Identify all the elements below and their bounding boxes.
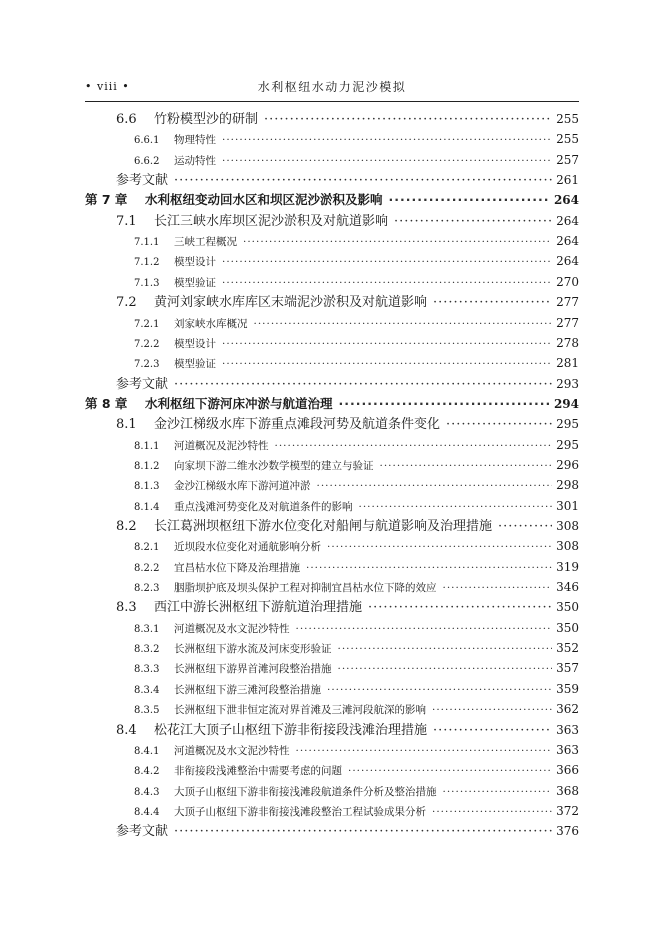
toc-number: 7.2.2 <box>134 338 160 350</box>
toc-entry-subsection[interactable] <box>134 536 579 556</box>
toc-page-number: 296 <box>556 457 579 472</box>
toc-title: 河道概况及泥沙特性 <box>174 439 269 452</box>
toc-title: 水利枢纽变动回水区和坝区泥沙淤积及影响 <box>145 192 383 208</box>
toc-page-number: 350 <box>556 600 579 615</box>
toc-leader-dots <box>338 639 553 659</box>
toc-title: 长洲枢纽下游水流及河床变形验证 <box>174 643 332 656</box>
toc-number: 8.2.2 <box>134 562 160 574</box>
toc-entry-section[interactable] <box>116 597 579 617</box>
toc-entry-subsection[interactable] <box>134 638 579 658</box>
toc-page-number: 346 <box>556 580 579 595</box>
toc-entry-chapter[interactable] <box>85 394 579 414</box>
toc-entry-subsection[interactable] <box>134 658 579 678</box>
toc-title: 长江葛洲坝枢纽下游水位变化对船闸与航道影响及治理措施 <box>154 519 493 534</box>
toc-number: 8.4.1 <box>134 745 160 757</box>
toc-number: 7.1.3 <box>134 277 160 289</box>
toc-leader-dots <box>389 190 550 210</box>
toc-leader-dots <box>243 232 552 252</box>
toc-entry-refs[interactable] <box>116 170 579 190</box>
toc-page-number: 255 <box>556 112 579 126</box>
toc-number: 第 8 章 <box>85 395 128 411</box>
toc-entry-section[interactable] <box>116 516 579 536</box>
toc-title: 西江中游长洲枢纽下游航道治理措施 <box>154 600 363 616</box>
toc-leader-dots <box>327 680 552 700</box>
toc-entry-refs[interactable] <box>116 821 579 841</box>
toc-number: 6.6.2 <box>134 155 160 167</box>
toc-page-number: 295 <box>556 437 579 452</box>
toc-page-number: 261 <box>556 173 579 188</box>
toc-title: 河道概况及水文泥沙特性 <box>174 744 290 757</box>
toc-number: 8.3.3 <box>134 664 160 676</box>
toc-title: 金沙江梯级水库下游河道冲淤 <box>174 480 311 493</box>
toc-entry-section[interactable] <box>116 414 579 434</box>
toc-leader-dots <box>394 212 552 232</box>
toc-leader-dots <box>222 151 552 171</box>
toc-number: 8.3.2 <box>134 644 160 656</box>
toc-leader-dots <box>433 721 552 741</box>
toc-title: 参考文献 <box>116 824 169 840</box>
toc-entry-subsection[interactable] <box>134 313 579 333</box>
toc-number: 8.1.3 <box>134 481 160 493</box>
toc-title: 模型验证 <box>174 276 216 289</box>
toc-page-number: 277 <box>556 315 579 330</box>
toc-entry-subsection[interactable] <box>134 435 579 455</box>
toc-leader-dots <box>174 171 552 191</box>
toc-page-number: 298 <box>556 478 579 493</box>
toc-entry-subsection[interactable] <box>134 577 579 597</box>
toc-number: 第 7 章 <box>85 192 128 208</box>
toc-page-number: 301 <box>556 498 579 513</box>
toc-leader-dots <box>380 456 553 476</box>
toc-number: 8.1 <box>116 417 137 433</box>
toc-number: 6.6 <box>116 112 137 127</box>
toc-entry-subsection[interactable] <box>134 760 579 780</box>
toc-leader-dots <box>327 537 552 557</box>
toc-title: 非衔接段浅滩整治中需要考虑的问题 <box>174 765 342 778</box>
toc-page-number: 264 <box>556 254 579 269</box>
toc-page-number: 270 <box>556 274 579 289</box>
toc-number: 6.6.1 <box>134 135 160 147</box>
toc-number: 7.2 <box>116 295 137 311</box>
toc-leader-dots <box>296 619 553 639</box>
toc-page-number: 294 <box>553 396 579 411</box>
toc-leader-dots <box>348 761 552 781</box>
toc-title: 长江三峡水库坝区泥沙淤积及对航道影响 <box>154 213 389 229</box>
toc-title: 模型设计 <box>174 256 216 269</box>
toc-page-number: 363 <box>556 722 579 737</box>
toc-number: 8.4.4 <box>134 806 160 818</box>
toc-title: 向家坝下游二维水沙数学模型的建立与验证 <box>174 459 374 472</box>
toc-title: 河道概况及水文泥沙特性 <box>174 622 290 635</box>
toc-number: 8.3 <box>116 600 137 616</box>
toc-title: 运动特性 <box>174 154 216 167</box>
toc-title: 物理特性 <box>174 134 216 147</box>
toc-page-number: 368 <box>556 783 579 798</box>
toc-number: 8.2.1 <box>134 542 160 554</box>
toc-leader-dots <box>264 110 552 130</box>
toc-page-number: 359 <box>556 681 579 696</box>
toc-leader-dots <box>174 822 552 842</box>
toc-title: 模型验证 <box>174 358 216 371</box>
toc-title: 大顶子山枢纽下游非衔接浅滩段整治工程试验成果分析 <box>174 805 426 818</box>
toc-entry-subsection[interactable] <box>134 801 579 821</box>
toc-number: 8.2.3 <box>134 583 160 595</box>
toc-page-number: 308 <box>556 539 579 554</box>
toc-number: 7.1.1 <box>134 237 160 249</box>
toc-leader-dots <box>222 354 552 374</box>
toc-page-number: 362 <box>556 702 579 717</box>
toc-leader-dots <box>222 273 552 293</box>
toc-entry-subsection[interactable] <box>134 557 579 577</box>
page-number: • viii • <box>85 80 130 93</box>
toc-entry-subsection[interactable] <box>134 740 579 760</box>
toc-title: 长洲枢纽下泄非恒定流对界首滩及三滩河段航深的影响 <box>174 704 426 717</box>
toc-page-number: 366 <box>556 763 579 778</box>
toc-entry-subsection[interactable] <box>134 353 579 373</box>
toc-leader-dots <box>433 293 552 313</box>
toc-leader-dots <box>317 476 553 496</box>
toc-entry-subsection[interactable] <box>134 781 579 801</box>
toc-leader-dots <box>368 598 552 618</box>
toc-entry-section[interactable] <box>116 109 579 129</box>
toc-title: 水利枢纽下游河床冲淤与航道治理 <box>145 395 333 411</box>
toc-page-number: 372 <box>556 803 579 818</box>
toc-page-number: 264 <box>556 213 579 228</box>
toc-title: 胭脂坝护底及坝头保护工程对抑制宜昌枯水位下降的效应 <box>174 582 437 595</box>
toc-number: 8.4 <box>116 722 137 738</box>
toc-leader-dots <box>338 659 553 679</box>
toc-title: 参考文献 <box>116 173 169 189</box>
toc-leader-dots <box>432 802 552 822</box>
toc-leader-dots <box>359 497 553 517</box>
toc-page-number: 293 <box>556 376 579 391</box>
toc-entry-section[interactable] <box>116 720 579 740</box>
toc-entry-subsection[interactable] <box>134 475 579 495</box>
toc-number: 8.3.4 <box>134 684 160 696</box>
toc-entry-subsection[interactable] <box>134 150 579 170</box>
toc-page-number: 319 <box>556 559 579 574</box>
toc-page-number: 295 <box>556 417 579 432</box>
running-title: 水利枢纽水动力泥沙模拟 <box>257 80 407 94</box>
toc-entry-subsection[interactable] <box>134 496 579 516</box>
toc-number: 7.2.1 <box>134 318 160 330</box>
toc-page-number: 277 <box>556 295 579 310</box>
toc-title: 刘家峡水库概况 <box>174 317 248 330</box>
toc-entry-chapter[interactable] <box>85 190 579 210</box>
toc-leader-dots <box>339 394 550 414</box>
toc-title: 松花江大顶子山枢纽下游非衔接段浅滩治理措施 <box>154 722 428 738</box>
toc-page-number: 257 <box>556 152 579 167</box>
toc-page-number: 264 <box>556 234 579 249</box>
toc-leader-dots <box>222 252 552 272</box>
toc-page-number: 255 <box>556 132 579 147</box>
toc-number: 8.3.1 <box>134 623 160 635</box>
toc-leader-dots <box>443 782 553 802</box>
toc-title: 近坝段水位变化对通航影响分析 <box>174 541 321 554</box>
toc-title: 宜昌枯水位下降及治理措施 <box>174 561 300 574</box>
toc-number: 8.1.4 <box>134 501 160 513</box>
toc-number: 8.4.3 <box>134 786 160 798</box>
toc-leader-dots <box>306 558 552 578</box>
toc-title: 重点浅滩河势变化及对航道条件的影响 <box>174 500 353 513</box>
toc-page-number: 352 <box>556 641 579 656</box>
toc-entry-subsection[interactable] <box>134 231 579 251</box>
running-header <box>85 76 579 98</box>
toc-entry-subsection[interactable] <box>134 618 579 638</box>
toc-leader-dots <box>498 517 552 537</box>
toc-entry-subsection[interactable] <box>134 455 579 475</box>
toc-entry-subsection[interactable] <box>134 251 579 271</box>
toc-number: 8.3.5 <box>134 705 160 717</box>
toc-number: 8.1.1 <box>134 440 160 452</box>
toc-page-number: 350 <box>556 620 579 635</box>
toc-leader-dots <box>296 741 553 761</box>
toc-entry-subsection[interactable] <box>134 333 579 353</box>
toc-title: 长洲枢纽下游三滩河段整治措施 <box>174 683 321 696</box>
toc-leader-dots <box>275 436 553 456</box>
toc-title: 大顶子山枢纽下游非衔接浅滩段航道条件分析及整治措施 <box>174 785 437 798</box>
toc-title: 模型设计 <box>174 337 216 350</box>
toc-number: 7.1.2 <box>134 257 160 269</box>
toc-leader-dots <box>432 700 552 720</box>
header-rule <box>85 101 579 102</box>
toc-leader-dots <box>446 415 552 435</box>
toc-entry-subsection[interactable] <box>134 679 579 699</box>
toc-leader-dots <box>222 334 552 354</box>
toc-title: 竹粉模型沙的研制 <box>154 112 259 127</box>
toc-title: 长洲枢纽下游界首滩河段整治措施 <box>174 663 332 676</box>
toc-number: 7.1 <box>116 213 137 229</box>
toc-leader-dots <box>174 375 552 395</box>
toc-page-number: 363 <box>556 742 579 757</box>
toc-entry-refs[interactable] <box>116 374 579 394</box>
toc-entry-subsection[interactable] <box>134 272 579 292</box>
toc-entry-subsection[interactable] <box>134 129 579 149</box>
toc-leader-dots <box>254 314 553 334</box>
toc-entry-subsection[interactable] <box>134 699 579 719</box>
toc-entry-section[interactable] <box>116 211 579 231</box>
toc-number: 8.4.2 <box>134 766 160 778</box>
toc-number: 7.2.3 <box>134 359 160 371</box>
toc-page-number: 357 <box>556 661 579 676</box>
toc-title: 黄河刘家峡水库库区末端泥沙淤积及对航道影响 <box>154 295 428 311</box>
toc-page-number: 281 <box>556 356 579 371</box>
toc-number: 8.1.2 <box>134 460 160 472</box>
toc-title: 参考文献 <box>116 376 169 392</box>
toc-leader-dots <box>443 578 553 598</box>
toc-entry-section[interactable] <box>116 292 579 312</box>
toc-page-number: 376 <box>556 824 579 839</box>
toc-title: 三峡工程概况 <box>174 236 237 249</box>
toc-page-number: 308 <box>556 519 579 533</box>
toc-page-number: 278 <box>556 335 579 350</box>
toc-title: 金沙江梯级水库下游重点滩段河势及航道条件变化 <box>154 417 441 433</box>
toc-leader-dots <box>222 130 552 150</box>
toc-number: 8.2 <box>116 519 137 534</box>
toc-page-number: 264 <box>553 193 579 208</box>
